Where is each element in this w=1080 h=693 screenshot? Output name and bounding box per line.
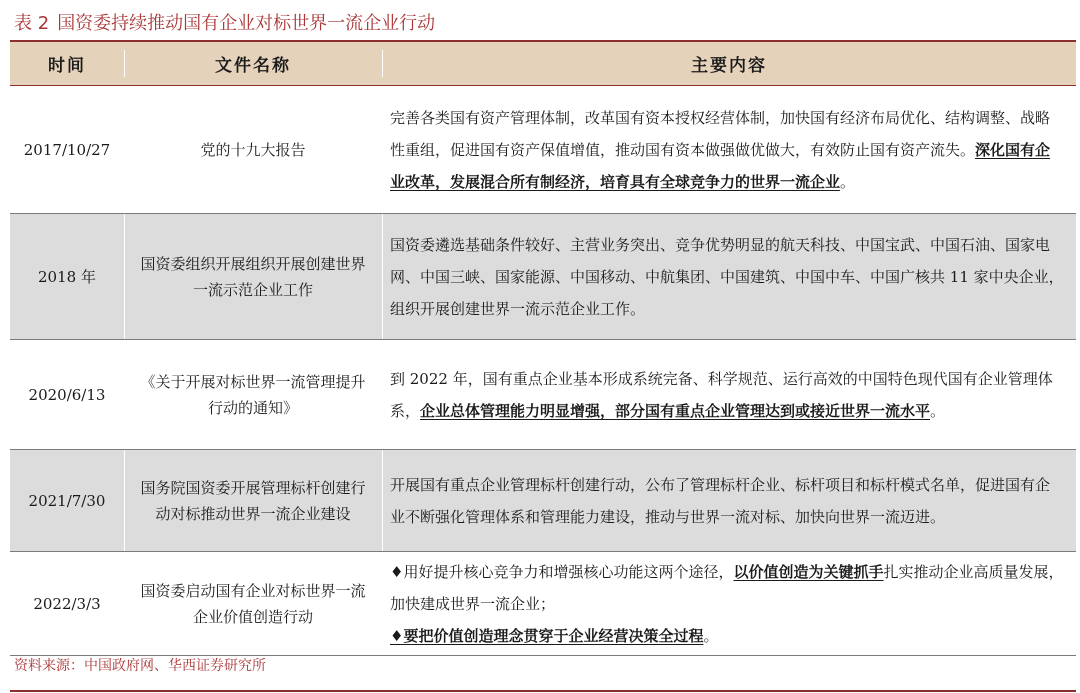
row-divider	[382, 450, 383, 551]
row-date: 2018 年	[38, 267, 96, 286]
content-text: 国资委遴选基础条件较好、主营业务突出、竞争优势明显的航天科技、中国宝武、中国石油、国家电网、中国三峡、国家能源、中国移动、中航集团、中国建筑、中国中车、中国广核共 11 家中央企业，组织开展创建世界一流示范企业工作。	[390, 235, 1064, 318]
policy-table	[10, 42, 1076, 656]
row-date: 2020/6/13	[28, 385, 106, 404]
content-text: 完善各类国有资产管理体制，改革国有资本授权经营体制，加快国有经济布局优化、结构调整、战略性重组，促进国有资产保值增值，推动国有资本做强做优做大，有效防止国有资产流失。	[390, 108, 1051, 159]
row-divider	[124, 214, 125, 339]
content-emphasis: 企业总体管理能力明显增强，部分国有重点企业管理达到或接近世界一流水平	[420, 401, 931, 420]
content-emphasis: 深化国有企业改革，发展混合所有制经济，培育具有全球竞争力的世界一流企业	[390, 140, 1051, 191]
row-content	[382, 214, 1076, 339]
table-row	[10, 214, 1076, 340]
source-note: 资料来源：中国政府网、华西证券研究所	[14, 658, 266, 674]
content-emphasis: 要把价值创造理念贯穿于企业经营决策全过程	[403, 626, 704, 645]
header-divider	[124, 50, 125, 77]
row-doc-name: 党的十九大报告	[200, 140, 306, 159]
row-doc-name: 国资委启动国有企业对标世界一流企业价值创造行动	[140, 581, 366, 626]
header-name: 文件名称	[215, 56, 291, 76]
row-date: 2021/7/30	[28, 491, 106, 510]
content-tail: 。	[703, 626, 719, 645]
table-caption	[14, 12, 435, 36]
row-content	[382, 552, 1076, 655]
header-time: 时间	[48, 56, 86, 76]
bottom-rule	[10, 690, 1076, 692]
row-doc-name: 国资委组织开展组织开展创建世界一流示范企业工作	[140, 254, 366, 299]
table-header	[10, 42, 1076, 86]
content-text: 扎实推动企业高质量发展，加快建成世界一流企业；	[390, 562, 1064, 613]
content-text: 用好提升核心竞争力和增强核心功能这两个途径，	[403, 562, 734, 581]
row-doc-name: 国务院国资委开展管理标杆创建行动对标推动世界一流企业建设	[140, 478, 366, 523]
content-text: 到 2022 年，国有重点企业基本形成系统完备、科学规范、运行高效的中国特色现代国有企业管理体系，	[390, 369, 1053, 420]
row-doc-name: 《关于开展对标世界一流管理提升行动的通知》	[140, 372, 366, 417]
row-content	[382, 340, 1076, 449]
row-divider	[124, 450, 125, 551]
bullet-diamond-icon: ♦	[390, 626, 404, 645]
row-content	[382, 86, 1076, 213]
table-row	[10, 86, 1076, 214]
content-tail: 。	[930, 401, 946, 420]
table-title: 国资委持续推动国有企业对标世界一流企业行动	[57, 13, 436, 34]
header-divider	[382, 50, 383, 77]
table-row	[10, 340, 1076, 450]
table-row	[10, 552, 1076, 656]
row-date: 2017/10/27	[23, 140, 111, 159]
content-emphasis: 以价值创造为关键抓手	[733, 562, 884, 581]
row-content	[382, 450, 1076, 551]
table-number: 表 2	[14, 13, 50, 34]
row-date: 2022/3/3	[33, 594, 101, 613]
content-text: 开展国有重点企业管理标杆创建行动，公布了管理标杆企业、标杆项目和标杆模式名单，促进国有企业不断强化管理体系和管理能力建设，推动与世界一流对标、加快向世界一流迈进。	[390, 475, 1051, 526]
header-content: 主要内容	[691, 56, 767, 76]
bullet-diamond-icon: ♦	[390, 562, 404, 581]
table-row	[10, 450, 1076, 552]
row-divider	[382, 214, 383, 339]
content-tail: 。	[840, 172, 856, 191]
